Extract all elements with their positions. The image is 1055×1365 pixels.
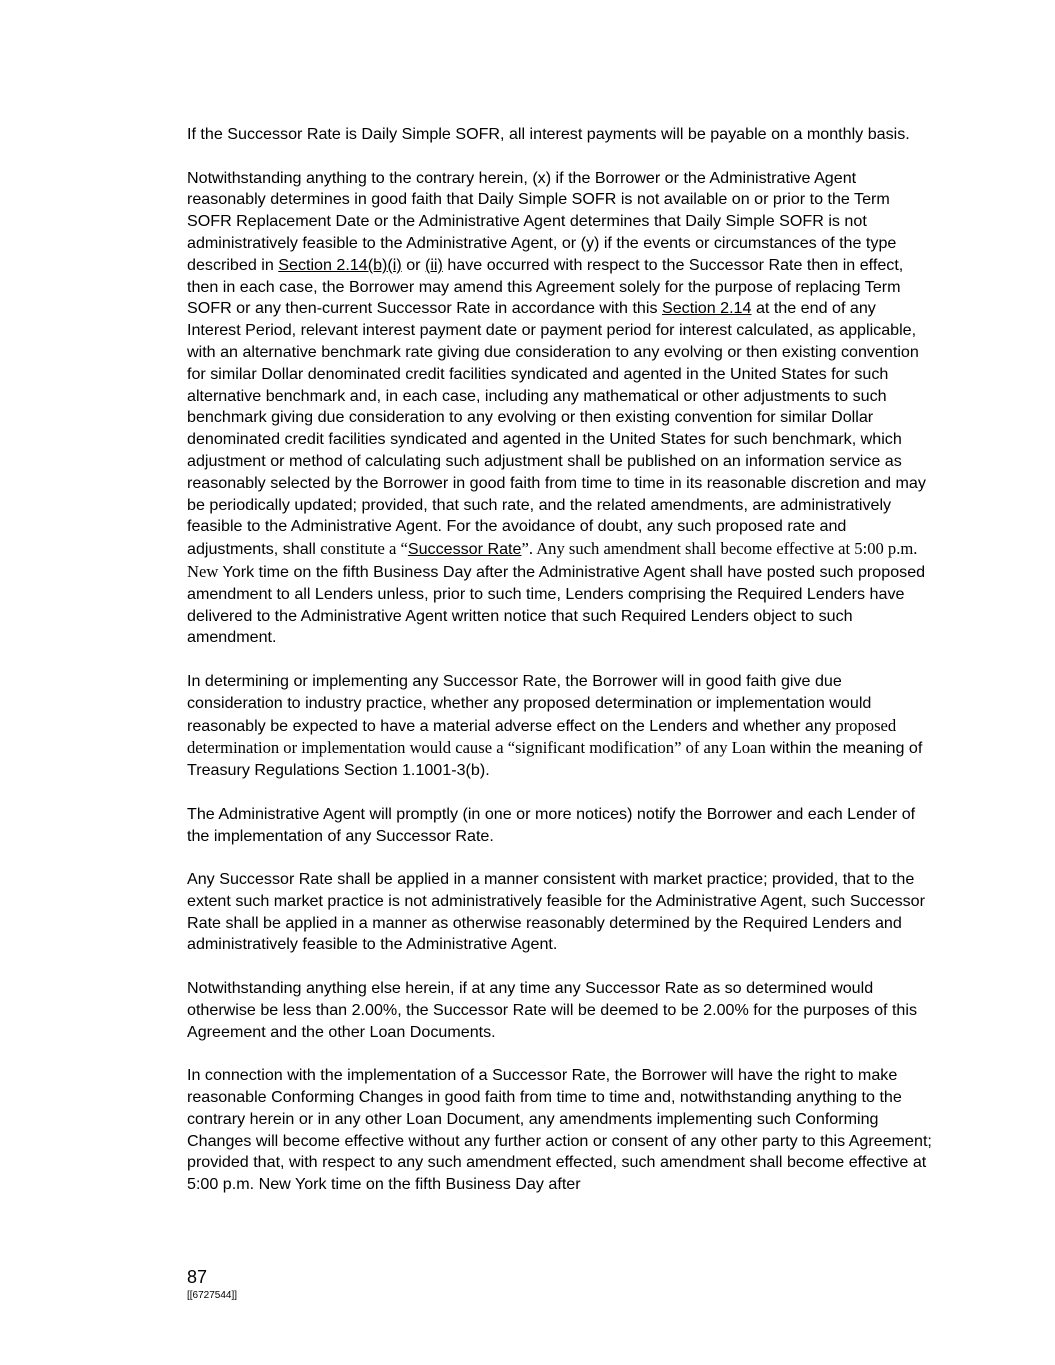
section-reference-link: Section 2.14: [661, 299, 752, 318]
paragraph-text: In determining or implementing any Successor Rate, the Borrower will in good faith give due consideration to industry practice, whether any proposed determination or implementation would reasonably be expected to have a material adverse effect on the Lenders and whether any: [187, 671, 872, 735]
paragraph-text: within the meaning of Treasury Regulations Section 1.1001-3(b).: [187, 739, 923, 780]
paragraph-text: The Administrative Agent will promptly (in one or more notices) notify the Borrower and each Lender of the implementation of any Successor Rate.: [187, 804, 916, 845]
paragraph-notification: [187, 804, 932, 848]
paragraph-text: Notwithstanding anything else herein, if at any time any Successor Rate as so determined would otherwise be less than 2.00%, the Successor Rate will be deemed to be 2.00% for the purposes of this Agreement and the other Loan Documents.: [187, 979, 918, 1041]
paragraph-successor-rate-amendment: [187, 168, 932, 650]
paragraph-text: or: [401, 255, 425, 274]
defined-term: Successor Rate: [407, 540, 522, 559]
section-reference-link: (ii): [424, 255, 443, 274]
document-id: [[6727544]]: [187, 1290, 238, 1301]
paragraph-text: If the Successor Rate is Daily Simple SOFR, all interest payments will be payable on a monthly basis.: [187, 125, 910, 143]
paragraph-market-practice: [187, 869, 932, 956]
paragraph-text: proposed determination or implementation would cause a “significant modification” of any Loan: [187, 715, 897, 758]
paragraph-text: Notwithstanding anything to the contrary herein, (x) if the Borrower or the Administrative Agent reasonably determines in good faith that Daily Simple SOFR is not available on or prior to the Term SOFR Replacement Date or the Administrative Agent determines that Daily Simple SOFR is not administratively feasible to the Administrative Agent, or (y) if the events or circumstances of the type described in: [187, 168, 897, 274]
paragraph-conforming-changes: [187, 1065, 932, 1196]
paragraph-floor: [187, 978, 932, 1043]
section-reference-link: Section 2.14(b)(i): [278, 255, 402, 274]
paragraph-text: York time on the fifth Business Day after the Administrative Agent shall have posted such proposed amendment to all Lenders unless, prior to such time, Lenders comprising the Required Lenders have delivered to the Administrative Agent written notice that such Required Lenders object to such amendment.: [187, 562, 926, 647]
paragraph-industry-practice: [187, 671, 932, 782]
paragraph-text: at the end of any Interest Period, relevant interest payment date or payment period for interest calculated, as applicable, with an alternative benchmark rate giving due consideration to any evolving or then existing convention for similar Dollar denominated credit facilities syndicated and agented in the United States for such alternative benchmark and, in each case, including any mathematical or other adjustments to such benchmark giving due consideration to any evolving or then existing convention for similar Dollar denominated credit facilities syndicated and agented in the United States for such benchmark, which adjustment or method of calculating such adjustment shall be published on an information service as reasonably selected by the Borrower in good faith from time to time in its reasonable discretion and may be periodically updated; provided, that such rate, and the related amendments, are administratively feasible to the Administrative Agent. For the avoidance of doubt, any such proposed rate and adjustments, shall: [187, 299, 926, 559]
document-body: [187, 124, 932, 1218]
paragraph-text: Any Successor Rate shall be applied in a manner consistent with market practice; provided, that to the extent such market practice is not administratively feasible for the Administrative Agent, such Successor Rate shall be applied in a manner as otherwise reasonably determined by the Required Lenders and administratively feasible to the Administrative Agent.: [187, 870, 925, 954]
page-number: 87: [187, 1267, 208, 1287]
paragraph-text: ”. Any such amendment shall become effective at 5:00 p.m. New: [187, 539, 918, 581]
paragraph-text: constitute a “: [320, 539, 408, 559]
paragraph-text: In connection with the implementation of a Successor Rate, the Borrower will have the right to make reasonable Conforming Changes in good faith from time to time and, notwithstanding anything to the contrary herein or in any other Loan Document, any amendments implementing such Conforming Changes will become effective without any further action or consent of any other party to this Agreement; provided that, with respect to any such amendment effected, such amendment shall become effective at 5:00 p.m. New York time on the fifth Business Day after: [187, 1066, 932, 1194]
paragraph-daily-simple-sofr: [187, 124, 932, 146]
paragraph-text: have occurred with respect to the Successor Rate then in effect, then in each case, the Borrower may amend this Agreement solely for the purpose of replacing Term SOFR or any then-current Successor Rate in accordance with this: [187, 255, 904, 318]
